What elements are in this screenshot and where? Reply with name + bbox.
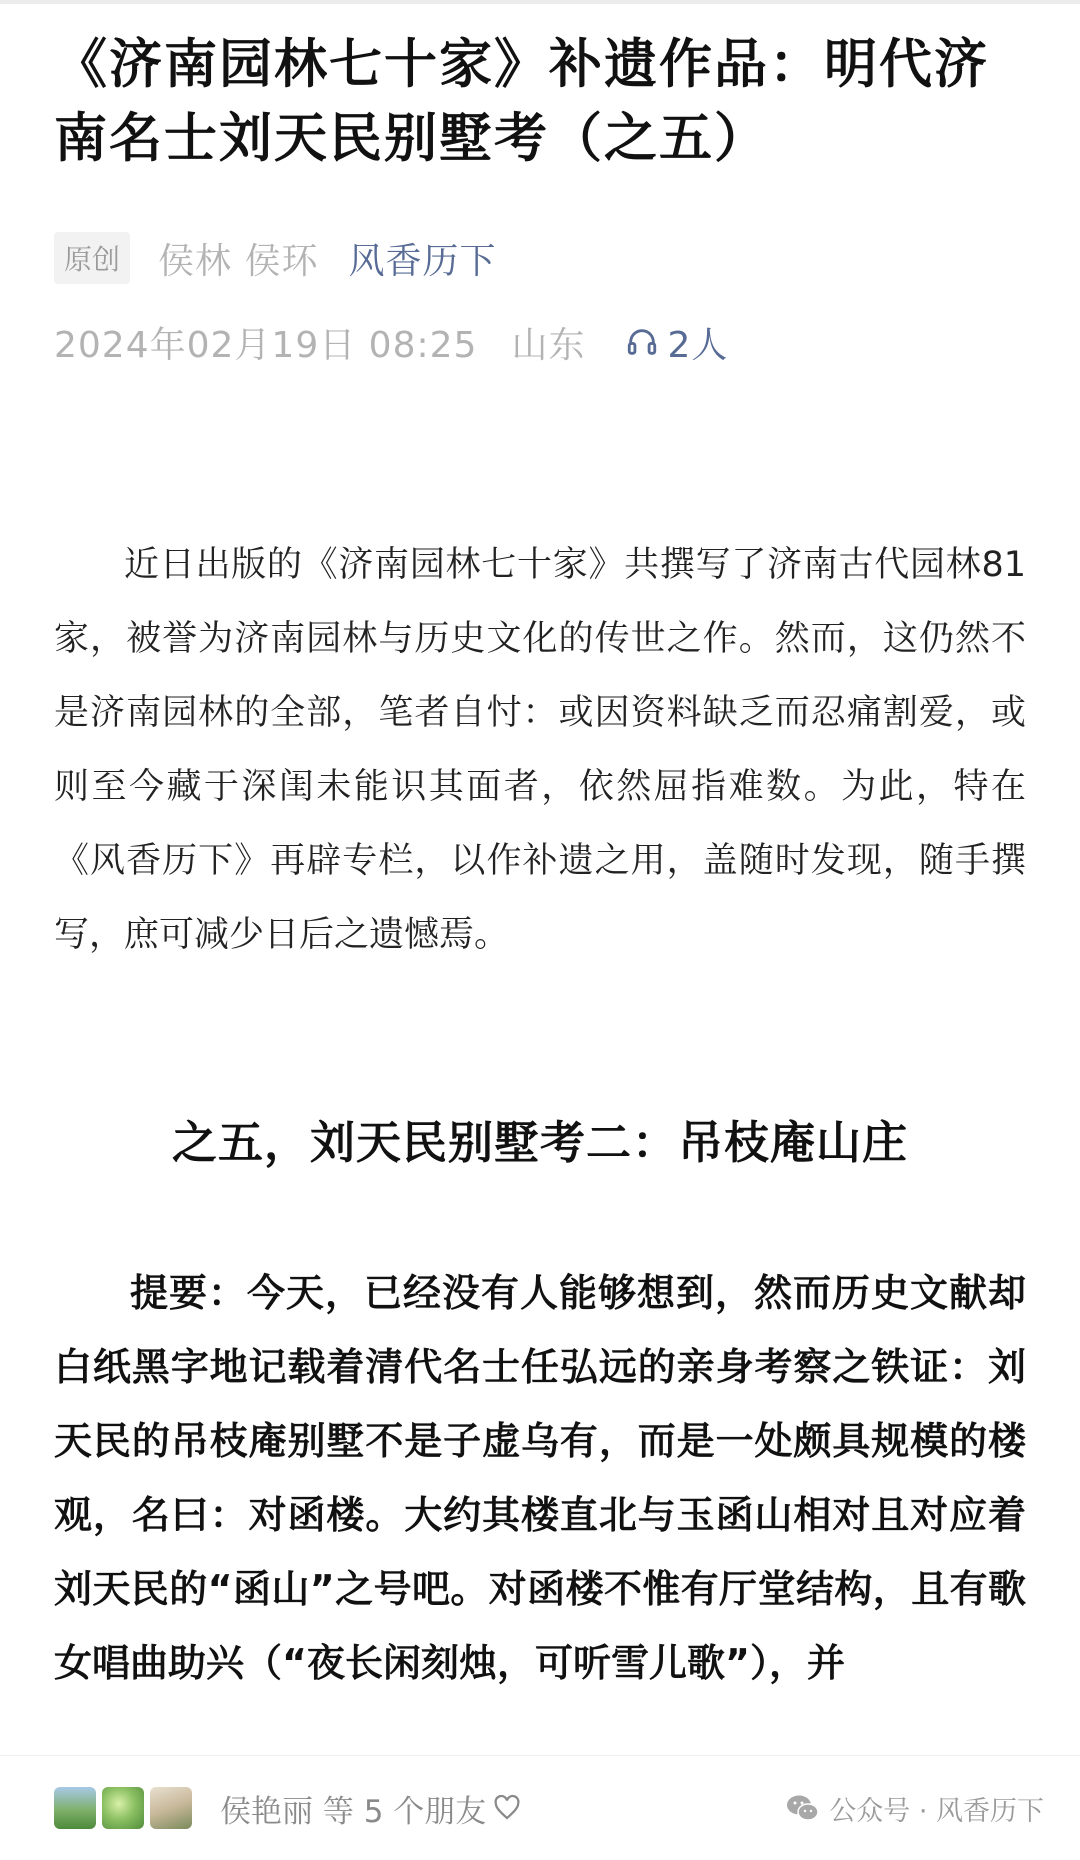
publish-info bbox=[54, 318, 728, 366]
bottom-bar bbox=[0, 1755, 1080, 1860]
original-tag: 原创 bbox=[54, 232, 130, 284]
wechat-icon bbox=[785, 1793, 821, 1823]
heart-icon bbox=[492, 1793, 522, 1823]
section-heading: 之五，刘天民别墅考二：吊枝庵山庄 bbox=[171, 1116, 908, 1169]
avatar bbox=[102, 1787, 144, 1829]
source-account[interactable] bbox=[785, 1756, 1044, 1860]
friends-liked[interactable] bbox=[220, 1786, 522, 1831]
headphones-icon bbox=[625, 325, 659, 359]
listen-count-text: 2人 bbox=[667, 324, 729, 366]
listen-count[interactable] bbox=[625, 317, 728, 368]
publish-datetime: 2024年02月19日 08:25 bbox=[54, 324, 478, 366]
intro-paragraph: 近日出版的《济南园林七十家》共撰写了济南古代园林81家，被誉为济南园林与历史文化的传世之作。然而，这仍然不是济南园林的全部，笔者自忖：或因资料缺乏而忍痛割爱，或则至今藏于深闺未能识其面者，依然屈指难数。为此，特在《风香历下》再辟专栏，以作补遗之用，盖随时发现，随手撰写，庶可减少日后之遗憾焉。 bbox=[54, 545, 1026, 955]
summary-paragraph: 提要：今天，已经没有人能够想到，然而历史文献却白纸黑字地记载着清代名士任弘远的亲身考察之铁证：刘天民的吊枝庵别墅不是子虚乌有，而是一处颇具规模的楼观，名曰：对函楼。大约其楼直北与玉函山相对且对应着刘天民的“函山”之号吧。对函楼不惟有厅堂结构，且有歌女唱曲助兴（“夜长闲刻烛，可听雪儿歌”），并 bbox=[54, 1271, 1026, 1685]
friend-avatars[interactable] bbox=[54, 1787, 198, 1829]
article-meta bbox=[54, 232, 496, 284]
avatar bbox=[150, 1787, 192, 1829]
source-text: 公众号 · 风香历下 bbox=[829, 1795, 1044, 1827]
author-names: 侯林 侯环 bbox=[158, 240, 319, 282]
article-title: 《济南园林七十家》补遗作品：明代济南名士刘天民别墅考（之五） bbox=[54, 34, 989, 169]
account-name-link[interactable]: 风香历下 bbox=[348, 240, 497, 282]
avatar bbox=[54, 1787, 96, 1829]
publish-location: 山东 bbox=[511, 324, 586, 366]
friends-liked-text: 侯艳丽 等 5 个朋友 bbox=[220, 1793, 487, 1830]
